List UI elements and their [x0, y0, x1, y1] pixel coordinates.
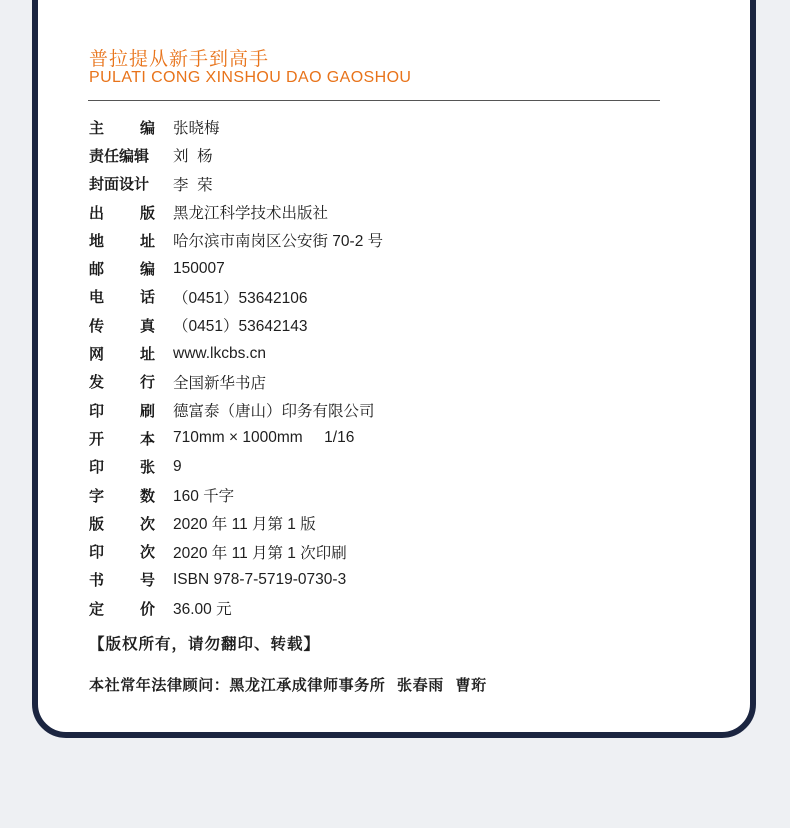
info-value: （0451）53642106 [173, 289, 308, 307]
book-title-chinese: 普拉提从新手到高手 [89, 48, 270, 70]
info-label-part: 号 [139, 571, 155, 590]
info-label-part: 定 [89, 599, 105, 618]
info-row [89, 566, 383, 594]
info-label-part: 真 [139, 316, 155, 335]
info-label-part: 行 [139, 373, 155, 392]
info-row [89, 509, 383, 537]
info-value: 710mm × 1000mm 1/16 [173, 429, 355, 447]
info-label [89, 428, 155, 449]
info-row [89, 537, 383, 565]
info-label-part: 编 [139, 118, 155, 137]
info-value: 黑龙江科学技术出版社 [173, 205, 329, 223]
info-label-part: 版 [139, 203, 155, 222]
info-row [89, 424, 383, 452]
info-row [89, 198, 383, 226]
info-row [89, 141, 383, 169]
info-label-part: 数 [139, 486, 155, 505]
info-label [89, 145, 173, 166]
info-label [89, 173, 173, 194]
copyright-notice: 【版权所有，请勿翻印、转载】 [89, 634, 321, 653]
info-label-part: 开 [89, 429, 105, 448]
info-label-part: 发 [89, 373, 105, 392]
info-value: 全国新华书店 [173, 374, 267, 392]
info-label [89, 315, 155, 336]
info-label-part: 次 [139, 543, 155, 562]
info-label-part: 地 [89, 231, 105, 250]
info-label-part: 本 [139, 429, 155, 448]
info-row [89, 283, 383, 311]
info-value: 2020 年 11 月第 1 次印刷 [173, 544, 347, 562]
info-label-part: 印 [89, 401, 105, 420]
info-label-part: 责任编辑 [89, 146, 150, 165]
info-label [89, 286, 155, 307]
info-label-part: 封面设计 [89, 175, 150, 194]
info-value: 160 千字 [173, 488, 235, 505]
info-label-part: 址 [139, 231, 155, 250]
info-label [89, 117, 155, 138]
info-row [89, 368, 383, 396]
info-label-part: 电 [89, 288, 105, 307]
publication-info-list [89, 113, 383, 622]
info-label [89, 371, 155, 392]
info-label [89, 513, 155, 534]
info-label [89, 485, 155, 506]
info-label-part: 字 [89, 486, 105, 505]
info-label-part: 出 [89, 203, 105, 222]
info-row [89, 254, 383, 282]
info-label-part: 网 [89, 345, 105, 364]
info-row [89, 170, 383, 198]
info-label-part: 次 [139, 514, 155, 533]
info-row [89, 226, 383, 254]
info-label-part: 价 [139, 599, 155, 618]
info-label-part: 主 [89, 118, 105, 137]
info-value: 2020 年 11 月第 1 版 [173, 516, 316, 534]
info-row [89, 453, 383, 481]
book-title-pinyin: PULATI CONG XINSHOU DAO GAOSHOU [89, 69, 412, 86]
info-label [89, 343, 155, 364]
info-value: 150007 [173, 259, 225, 277]
info-label [89, 456, 155, 477]
info-value: ISBN 978-7-5719-0730-3 [173, 570, 347, 588]
info-label-part: 张 [139, 458, 155, 477]
info-row [89, 396, 383, 424]
info-value: www.lkcbs.cn [173, 344, 267, 362]
info-label-part: 书 [89, 571, 105, 590]
info-value: 9 [173, 457, 182, 475]
info-row [89, 113, 383, 141]
info-row [89, 311, 383, 339]
info-label-part: 版 [89, 514, 105, 533]
info-label-part: 印 [89, 543, 105, 562]
info-label-part: 址 [139, 345, 155, 364]
info-label-part: 刷 [139, 401, 155, 420]
info-value: 李 荣 [173, 176, 213, 194]
title-divider [88, 100, 660, 101]
info-value: 36.00 元 [173, 601, 232, 619]
info-label [89, 569, 155, 590]
info-label-part: 邮 [89, 260, 105, 279]
legal-counsel-line: 本社常年法律顾问：黑龙江承成律师事务所 张春雨 曹珩 [89, 676, 487, 694]
info-label [89, 598, 155, 619]
info-label [89, 230, 155, 251]
info-value: 刘 杨 [173, 148, 213, 166]
info-label [89, 258, 155, 279]
info-row [89, 481, 383, 509]
info-label [89, 541, 155, 562]
info-value: 哈尔滨市南岗区公安街 70-2 号 [173, 233, 384, 251]
info-row [89, 594, 383, 622]
info-label [89, 400, 155, 421]
info-value: 张晓梅 [173, 120, 220, 138]
info-label-part: 编 [139, 260, 155, 279]
info-value: 德富泰（唐山）印务有限公司 [173, 403, 375, 421]
info-value: （0451）53642143 [173, 318, 308, 336]
info-row [89, 339, 383, 367]
info-label-part: 印 [89, 458, 105, 477]
info-label-part: 话 [139, 288, 155, 307]
info-label [89, 202, 155, 223]
info-label-part: 传 [89, 316, 105, 335]
